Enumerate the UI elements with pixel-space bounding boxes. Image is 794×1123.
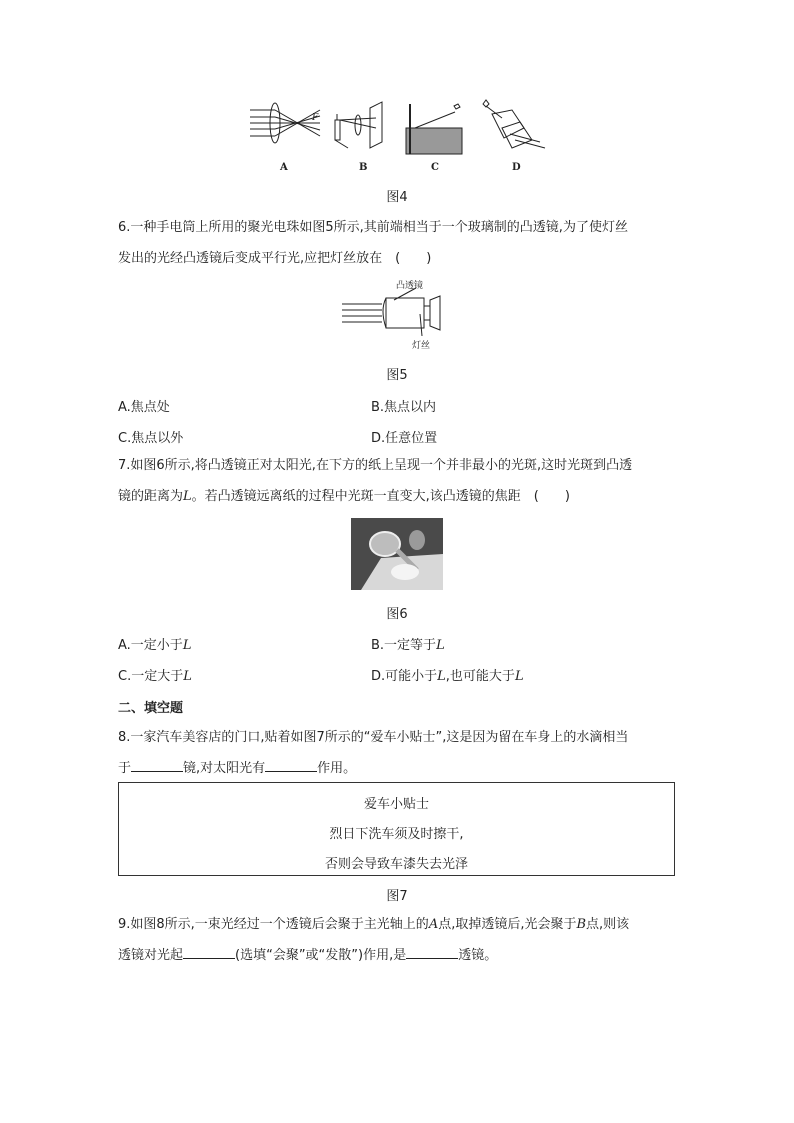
q6-option-b: B.焦点以内 [371,400,437,415]
answer-blank[interactable] [183,946,235,959]
figure-4 [240,98,560,178]
q7-option-a: A.一定小于L [118,638,192,653]
q7-line2: 镜的距离为L。若凸透镜远离纸的过程中光斑一直变大,该凸透镜的焦距 ( ) [118,489,570,504]
figure-7-caption: 图7 [386,889,408,904]
fig4-label-d: D [512,162,521,173]
figure-6-drawing [351,518,443,590]
q6-line2: 发出的光经凸透镜后变成平行光,应把灯丝放在 ( ) [118,251,432,266]
q6-option-a: A.焦点处 [118,400,170,415]
fig5-label-filament: 灯丝 [412,341,431,351]
var-a: A [428,917,439,932]
tip-line-2: 否则会导致车漆失去光泽 [324,857,468,872]
answer-blank[interactable] [406,946,458,959]
focus-label: F [312,113,319,123]
question-7 [118,450,678,512]
question-6 [118,212,678,274]
fig4-label-c: C [431,162,439,173]
answer-blank[interactable] [131,759,183,772]
figure-5-caption: 图5 [386,368,408,383]
figure-6-caption: 图6 [386,607,408,622]
q6-option-d: D.任意位置 [371,431,438,446]
q7-option-b: B.一定等于L [371,638,445,653]
var-b: B [576,917,587,932]
q7-option-d: D.可能小于L,也可能大于L [371,669,524,684]
question-9 [118,909,678,971]
q6-option-c: C.焦点以外 [118,431,184,446]
figure-5 [340,278,460,350]
car-tip-box [118,782,675,876]
figure-6-photo [351,518,443,590]
tip-line-1: 烈日下洗车须及时擦干, [329,827,464,842]
fig5-label-lens: 凸透镜 [396,281,424,291]
var-l: L [183,489,192,504]
q9-line1: 9.如图8所示,一束光经过一个透镜后会聚于主光轴上的A点,取掉透镜后,光会聚于B点,则该 [118,917,630,932]
fig4-label-a: A [280,162,288,173]
section-title-fill-in: 二、填空题 [118,701,184,716]
tip-title: 爱车小贴士 [363,797,429,812]
q6-line1: 6.一种手电筒上所用的聚光电珠如图5所示,其前端相当于一个玻璃制的凸透镜,为了使灯丝 [118,220,628,235]
figure-4-drawing [240,98,560,160]
q9-line2: 透镜对光起 (选填“会聚”或“发散”)作用,是 透镜。 [118,948,498,963]
fig4-label-b: B [359,162,368,173]
q8-line1: 8.一家汽车美容店的门口,贴着如图7所示的“爱车小贴士”,这是因为留在车身上的水滴相当 [118,730,629,745]
figure-4-caption: 图4 [386,190,408,205]
question-8 [118,722,678,784]
q7-line1: 7.如图6所示,将凸透镜正对太阳光,在下方的纸上呈现一个并非最小的光斑,这时光斑到凸透 [118,458,633,473]
answer-blank[interactable] [265,759,317,772]
q7-option-c: C.一定大于L [118,669,192,684]
q8-line2: 于 镜,对太阳光有 作用。 [118,761,357,776]
